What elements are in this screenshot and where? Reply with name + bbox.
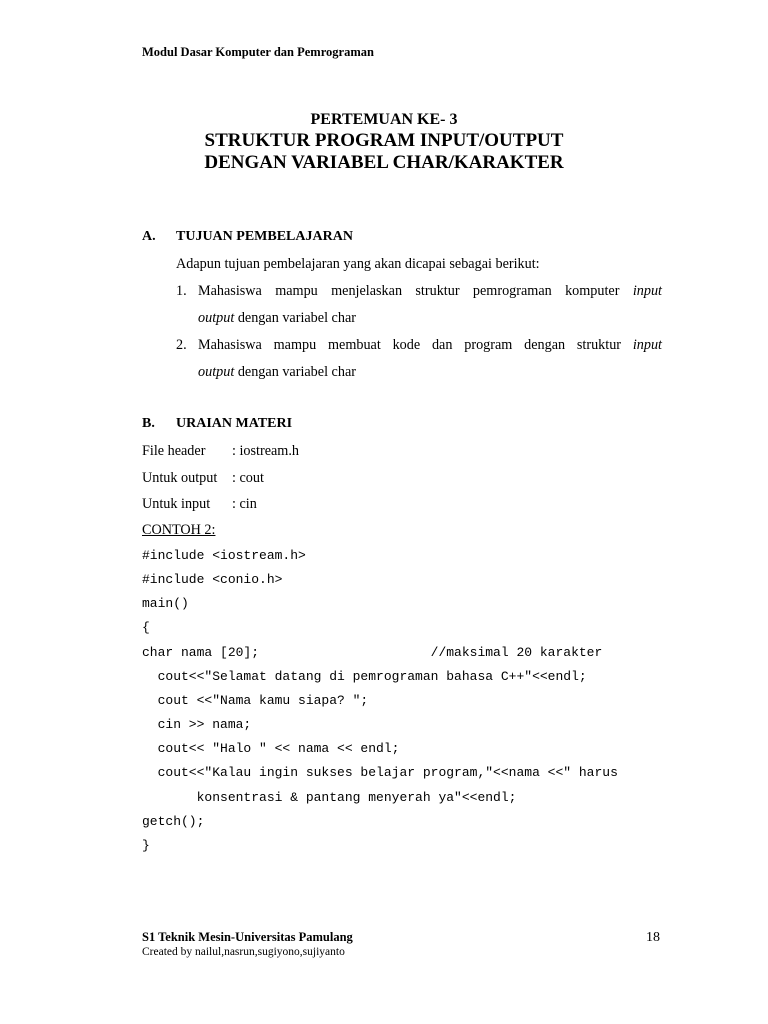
info-key: Untuk output [142,470,218,486]
info-value: : iostream.h [232,443,299,459]
code-line: } [142,838,150,853]
info-row-output [142,470,442,490]
chapter-title-line-1: STRUKTUR PROGRAM INPUT/OUTPUT [204,130,564,151]
objective-item-1 [176,283,662,326]
section-a-intro: Adapun tujuan pembelajaran yang akan dicapai sebagai berikut: [176,256,540,272]
objective-text: dengan variabel char [237,364,356,380]
info-key: File header [142,443,206,459]
footer [142,930,353,958]
info-row-input [142,496,442,516]
code-line: main() [142,596,189,611]
page-number: 18 [646,930,660,945]
chapter-title-block [0,110,768,174]
info-key: Untuk input [142,496,211,512]
code-line: cout<<"Selamat datang di pemrograman bahasa C++"<<endl; [142,669,587,684]
objective-italic-term: input [632,337,662,353]
code-line: cout<<"Kalau ingin sukses belajar program,"<<nama <<" harus [142,765,618,780]
objective-italic-term: output [198,364,235,380]
info-value: : cout [232,470,264,486]
code-line: cout <<"Nama kamu siapa? "; [142,693,369,708]
code-line: char nama [20]; //maksimal 20 karakter [142,645,603,660]
section-b-heading [142,416,442,436]
objective-number: 1. [176,283,187,299]
example-label: CONTOH 2: [142,522,216,538]
objective-number: 2. [176,337,187,353]
section-b-title: URAIAN MATERI [176,416,293,431]
code-line: #include <conio.h> [142,572,283,587]
code-line: { [142,620,150,635]
chapter-title-line-2: DENGAN VARIABEL CHAR/KARAKTER [204,152,564,173]
objective-text: dengan variabel char [237,310,356,326]
code-line: #include <iostream.h> [142,548,306,563]
info-row-header-file [142,443,442,463]
section-b-letter: B. [142,416,155,431]
section-a-title: TUJUAN PEMBELAJARAN [176,229,353,244]
code-line: getch(); [142,814,205,829]
section-a-letter: A. [142,229,156,244]
footer-institution: S1 Teknik Mesin-Universitas Pamulang [142,930,353,944]
objective-item-2 [176,337,662,380]
info-value: : cin [232,496,257,512]
section-a-heading [142,229,442,249]
running-header: Modul Dasar Komputer dan Pemrograman [142,45,374,59]
code-line: cout<< "Halo " << nama << endl; [142,741,400,756]
code-line: konsentrasi & pantang menyerah ya"<<endl; [142,790,517,805]
objective-italic-term: input [632,283,662,299]
code-line: cin >> nama; [142,717,252,732]
objective-italic-term: output [198,310,235,326]
footer-credits: Created by nailul,nasrun,sugiyono,sujiyanto [142,946,345,958]
objective-text: Mahasiswa mampu menjelaskan struktur pemrograman komputer [198,283,620,299]
objective-text: Mahasiswa mampu membuat kode dan program dengan struktur [198,337,622,353]
meeting-title: PERTEMUAN KE- 3 [310,111,458,128]
